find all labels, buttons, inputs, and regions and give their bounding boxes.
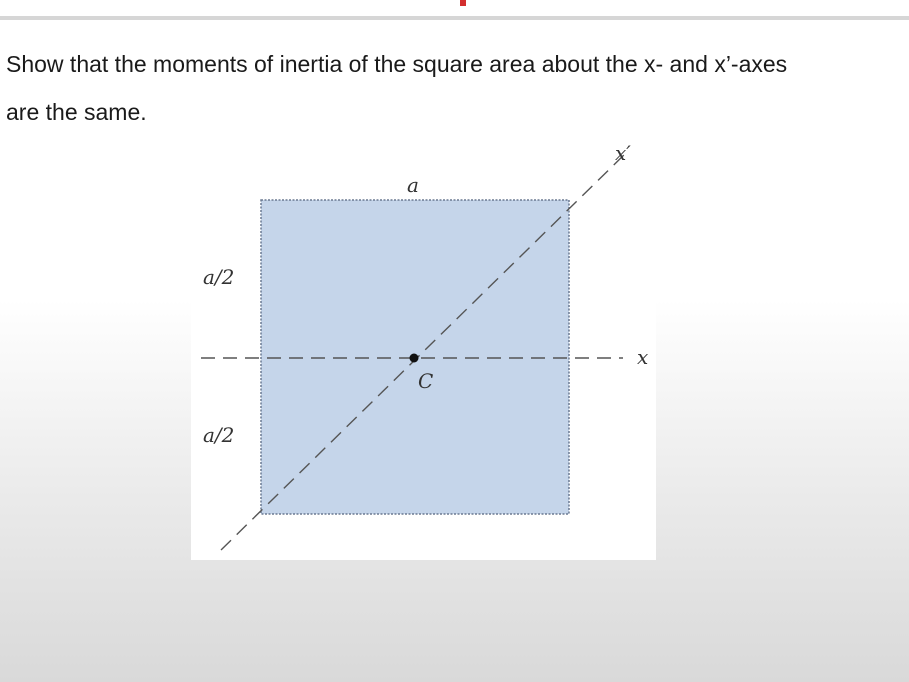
upper-half-label: a/2 (203, 265, 235, 289)
x-prime-axis-label: x′ (615, 141, 631, 165)
problem-line-1: Show that the moments of inertia of the square area about the x- and x’-axes (6, 51, 788, 77)
header-accent-mark (460, 0, 466, 6)
x-axis-label: x (637, 345, 649, 369)
figure-drawing (191, 130, 656, 560)
problem-line-2: are the same. (6, 99, 147, 125)
centroid-dot-icon (410, 354, 419, 363)
header-divider (0, 16, 909, 20)
problem-statement (6, 40, 909, 136)
side-length-label: a (407, 173, 419, 197)
square-area-figure (191, 130, 656, 560)
centroid-label: C (418, 369, 434, 393)
lower-half-label: a/2 (203, 423, 235, 447)
